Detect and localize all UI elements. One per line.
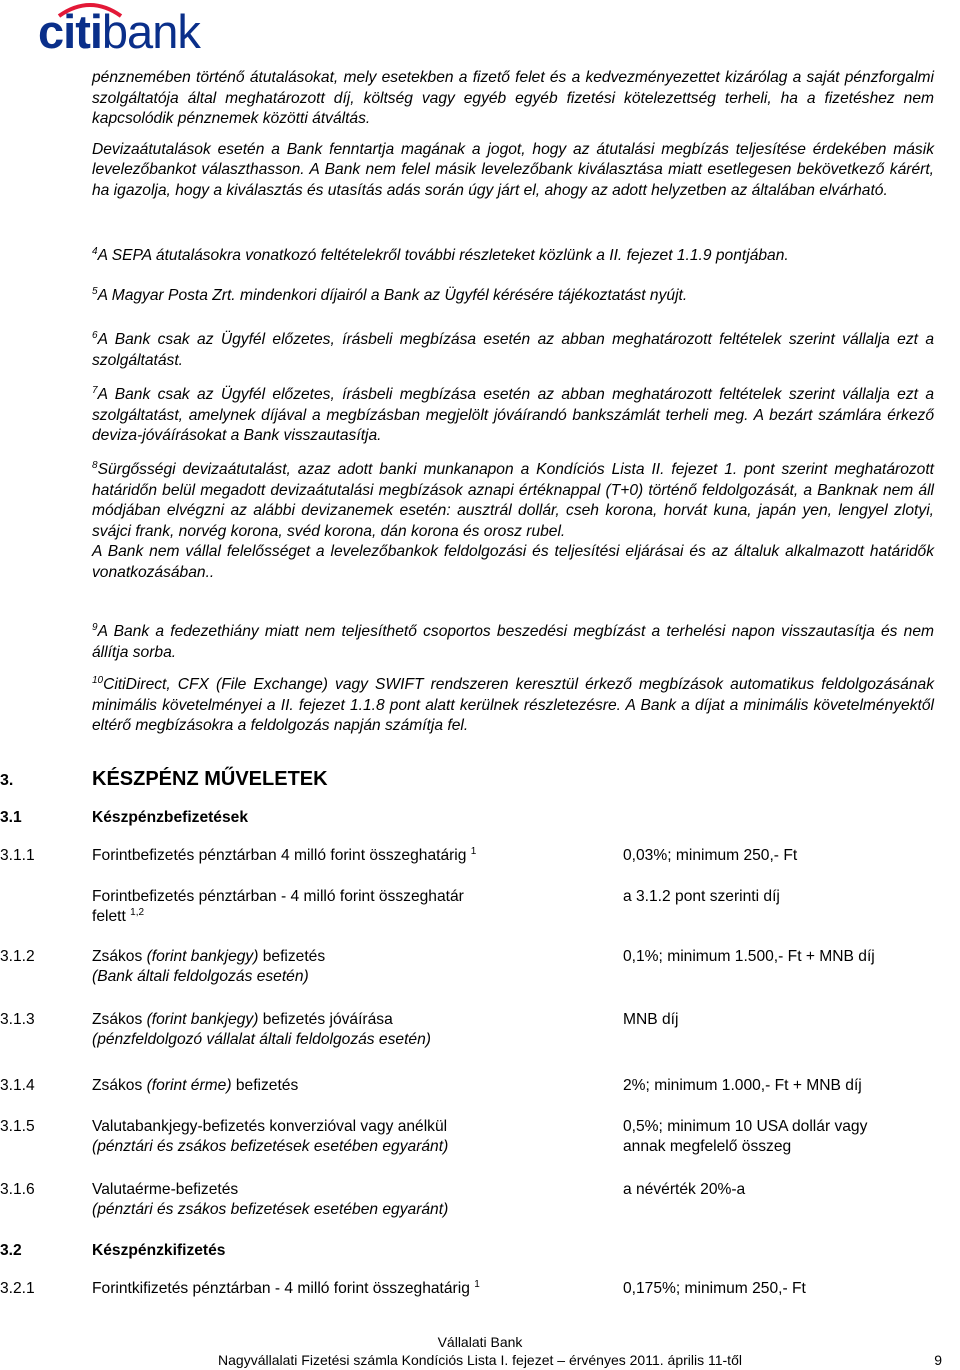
footer-bank-name: Vállalati Bank: [437, 1334, 523, 1350]
section32-title: Készpénzkifizetés: [92, 1242, 226, 1259]
intro-paragraph: pénznemében történő átutalásokat, mely esetekben a fizető felet és a kedvezményezettet kizárólag a saját pénzforgalmi szolgáltatója által meghatározott díj, költség vagy egyéb egyéb fizetési kötelezettség terheli, ha a fizetéshez nem kapcsolódik pénznemek közötti átváltás.: [92, 69, 934, 127]
footnote-10: $^{10}$CitiDirect, CFX (File Exchange) vagy SWIFT rendszeren keresztül érkező megbízások automatikus feldolgozásának minimális követelményei a II. fejezet 1.1.8 pont alatt kerülnek részletezésre. A Bank a díjat a minimális követelményektől eltérő megbízásokra a feldolgozás napján számítja fel.: [92, 674, 934, 734]
logo-bank: bank: [101, 5, 200, 58]
citibank-logo: [38, 4, 200, 58]
section3-number: 3.: [0, 772, 14, 789]
deviza-paragraph: Devizaátutalások esetén a Bank fenntartja magának a jogot, hogy az átutalási megbízás teljesítése érdekében másik levelezőbankot választhasson. A Bank nem felel másik levelezőbank kiválasztása miatt esetlegesen bekövetkező kárért, ha igazolja, hogy a kiválasztás és utasítás adás során úgy járt el, ahogy az adott helyzetben az általában elvárható.: [92, 140, 934, 199]
section3-title: KÉSZPÉNZ MŰVELETEK: [92, 768, 328, 790]
footnote-5: $^5$A Magyar Posta Zrt. mindenkori díjairól a Bank az Ügyfél kérésére tájékoztatást nyújt.: [92, 285, 688, 304]
intro-block: [92, 68, 934, 201]
logo-citi: citi: [38, 5, 102, 58]
footnote-4: $^4$A SEPA átutalásokra vonatkozó feltételekről további részleteket közlünk a II. fejezet 1.1.9 pontjában.: [92, 245, 789, 264]
footnote-6: $^6$A Bank csak az Ügyfél előzetes, írásbeli megbízása esetén az abban meghatározott feltételek szerint vállalja ezt a szolgáltatást.: [92, 329, 934, 369]
section32-number: 3.2: [0, 1242, 22, 1259]
footnote-9: $^9$A Bank a fedezethiány miatt nem teljesíthető csoportos beszedési megbízást a terhelési napon visszautasítja és nem állítja sorba.: [92, 621, 934, 661]
footnote-7: $^7$A Bank csak az Ügyfél előzetes, írásbeli megbízása esetén az abban meghatározott feltételek szerint vállalja ezt a szolgáltatást, amelynek díjával a megbízásban megjelölt jóváírandó bankszámlát terheli meg. A bezárt számlára érkező deviza-jóváírásokat a Bank visszautasítja.: [92, 384, 934, 444]
section31-number: 3.1: [0, 809, 22, 826]
page-number: 9: [934, 1352, 942, 1368]
section31-title: Készpénzbefizetések: [92, 809, 248, 826]
footer-document-title: Nagyvállalati Fizetési számla Kondíciós Lista I. fejezet – érvényes 2011. április 11-től: [218, 1352, 742, 1368]
footnote-8: $^8$Sürgősségi devizaátutalást, azaz adott banki munkanapon a Kondíciós Lista II. fejezet 1. pont szerint meghatározott határidőn belül megadott devizaátutalási megbízások aznapi értéknappal (T+0) történő feldolgozását, a Banknak nem áll módjában elvégzni az alábbi devizanemek esetén: ausztrál dollár, cseh korona, horvát kuna, japán yen, lengyel zlotyi, svájci frank, norvég korona, svéd korona, dán korona és orosz rubel. A Bank nem vállal felelősséget a levelezőbankok feldolgozási és teljesítési eljárásai és az általuk alkalmazott határidők vonatkozásában..: [92, 459, 934, 581]
